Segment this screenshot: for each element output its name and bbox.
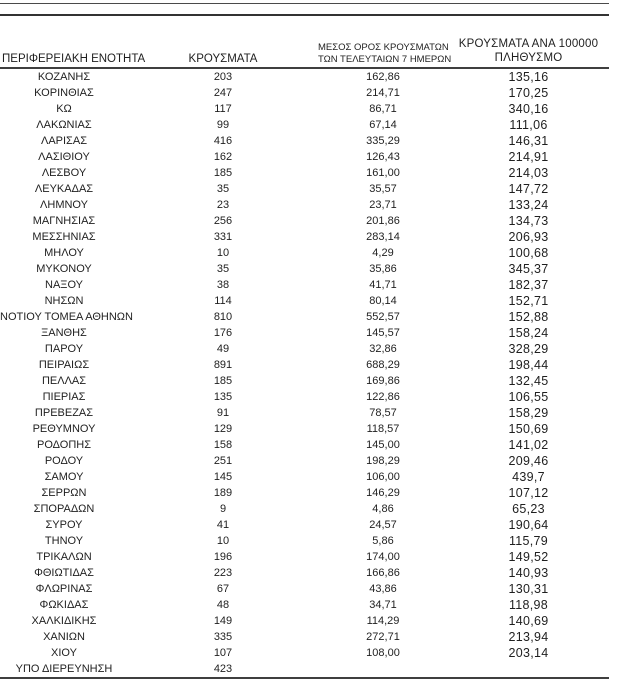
cell-per-100k: 214,91 [508,150,549,164]
cell-avg-7d: 80,14 [369,295,397,307]
table-row [0,469,609,485]
table-row [0,68,609,85]
header-per-100k-line2: ΠΛΗΘΥΣΜΟ [494,51,563,64]
cell-avg-7d: 86,71 [369,103,397,115]
header-regional-unit-label: ΠΕΡΙΦΕΡΕΙΑΚΗ ΕΝΟΤΗΤΑ [2,53,146,65]
cell-per-100k: 209,46 [508,454,549,468]
cell-per-100k: 118,98 [508,598,549,612]
table-header [0,38,609,68]
cell-avg-7d: 67,14 [369,119,397,131]
table-row [0,181,609,197]
cell-avg-7d: 4,29 [372,247,394,259]
cell-regional-unit: ΠΡΕΒΕΖΑΣ [34,407,94,419]
cell-cases: 48 [216,599,230,611]
cell-cases: 203 [213,71,233,83]
cell-regional-unit: ΛΑΡΙΣΑΣ [40,135,87,147]
cell-cases: 35 [216,263,230,275]
cell-regional-unit: ΜΕΣΣΗΝΙΑΣ [32,231,96,243]
table-row [0,421,609,437]
cell-per-100k: 132,45 [508,374,549,388]
cell-cases: 145 [213,471,233,483]
cell-avg-7d: 32,86 [369,343,397,355]
cell-per-100k: 328,29 [508,342,549,356]
cell-cases: 49 [216,343,230,355]
cell-per-100k: 214,03 [508,166,549,180]
table-row [0,165,609,181]
cell-per-100k: 345,37 [508,262,549,276]
table-row [0,229,609,245]
cell-cases: 117 [214,103,232,115]
cell-avg-7d: 43,86 [369,583,397,595]
cell-regional-unit: ΠΕΙΡΑΙΩΣ [38,359,90,371]
cell-per-100k: 158,24 [508,326,549,340]
cell-cases: 10 [216,247,230,259]
header-cases [128,38,318,68]
cell-regional-unit: ΚΟΖΑΝΗΣ [37,71,91,83]
table-row [0,629,609,645]
table-row [0,453,609,469]
cell-regional-unit: ΝΗΣΩΝ [44,295,84,307]
cell-avg-7d: 41,71 [369,279,397,291]
header-per-100k [448,38,609,68]
cell-avg-7d: 23,71 [369,199,397,211]
cell-regional-unit: ΦΩΚΙΔΑΣ [39,599,89,611]
cell-regional-unit: ΡΕΘΥΜΝΟΥ [32,423,96,435]
cell-per-100k: 146,31 [508,134,549,148]
cell-regional-unit: ΛΑΚΩΝΙΑΣ [36,119,92,131]
table-row [0,437,609,453]
cell-cases: 162 [213,151,233,163]
cell-avg-7d: 688,29 [366,359,400,371]
cell-regional-unit: ΛΗΜΝΟΥ [40,199,88,211]
cell-regional-unit: ΛΕΣΒΟΥ [41,167,87,179]
cell-avg-7d: 145,00 [366,439,400,451]
table-row [0,517,609,533]
cell-per-100k: 100,68 [508,246,549,260]
table-row [0,389,609,405]
cell-cases: 158 [213,439,233,451]
cell-per-100k: 150,69 [508,422,549,436]
cell-regional-unit: ΧΑΝΙΩΝ [43,631,85,643]
cell-per-100k: 133,24 [508,198,549,212]
cell-cases: 251 [213,455,233,467]
cell-regional-unit: ΤΡΙΚΑΛΩΝ [36,551,92,563]
table-row [0,197,609,213]
cell-avg-7d: 146,29 [366,487,400,499]
cell-regional-unit: ΜΑΓΝΗΣΙΑΣ [32,215,96,227]
cell-per-100k: 170,25 [508,86,549,100]
cell-cases: 416 [213,135,233,147]
cell-per-100k: 140,69 [508,614,549,628]
cell-per-100k: 134,73 [508,214,549,228]
cell-cases: 335 [213,631,233,643]
cell-avg-7d: 118,57 [366,423,400,435]
cell-avg-7d: 201,86 [366,215,400,227]
cell-avg-7d: 24,57 [369,519,397,531]
cell-regional-unit: ΡΟΔΟΠΗΣ [36,439,92,451]
cell-regional-unit: ΞΑΝΘΗΣ [41,327,87,339]
cell-avg-7d: 78,57 [369,407,397,419]
cell-per-100k: 340,16 [508,102,549,116]
cell-avg-7d: 198,29 [366,455,400,467]
cell-regional-unit: ΜΥΚΟΝΟΥ [36,263,92,275]
cell-per-100k: 115,79 [508,534,549,548]
cell-per-100k: 135,16 [508,70,549,84]
cell-cases: 176 [213,327,233,339]
table-row [0,613,609,629]
cell-avg-7d: 552,57 [366,311,400,323]
cell-avg-7d: 5,86 [372,535,394,547]
cell-cases: 129 [213,423,233,435]
cell-cases: 196 [213,551,233,563]
cell-avg-7d: 122,86 [366,391,400,403]
cell-avg-7d [318,661,448,678]
table-row [0,213,609,229]
cell-cases: 149 [213,615,233,627]
table-row [0,101,609,117]
table-row [0,293,609,309]
cell-regional-unit: ΛΑΣΙΘΙΟΥ [38,151,90,163]
cell-cases: 891 [213,359,233,371]
table-row [0,565,609,581]
cell-avg-7d: 174,00 [366,551,400,563]
cell-per-100k: 213,94 [508,630,549,644]
table-row [0,245,609,261]
table-row [0,309,609,325]
cell-per-100k: 152,71 [508,294,549,308]
cell-cases: 9 [219,503,227,515]
cell-cases: 331 [213,231,233,243]
table-body [0,68,609,678]
cell-cases: 99 [216,119,230,131]
cell-avg-7d: 162,86 [366,71,400,83]
cell-regional-unit: ΛΕΥΚΑΔΑΣ [34,183,94,195]
cell-per-100k: 203,14 [508,646,549,660]
cell-avg-7d: 126,43 [366,151,400,163]
header-regional-unit [0,38,146,68]
table-row [0,549,609,565]
cell-per-100k: 147,72 [508,182,549,196]
cell-avg-7d: 35,86 [369,263,397,275]
cell-regional-unit: ΡΟΔΟΥ [44,455,84,467]
cell-regional-unit: ΝΑΞΟΥ [45,279,83,291]
cell-cases: 185 [213,375,233,387]
cell-regional-unit: ΚΟΡΙΝΘΙΑΣ [34,87,94,99]
cell-avg-7d: 4,86 [372,503,394,515]
cell-per-100k: 190,64 [508,518,549,532]
cell-regional-unit: ΧΑΛΚΙΔΙΚΗΣ [31,615,97,627]
cell-regional-unit: ΝΟΤΙΟΥ ΤΟΜΕΑ ΑΘΗΝΩΝ [0,311,133,323]
cell-cases: 10 [216,535,230,547]
table-row [0,645,609,661]
table-row [0,485,609,501]
table-row [0,501,609,517]
cell-per-100k: 111,06 [509,118,548,132]
cell-cases: 247 [213,87,233,99]
header-cases-label: ΚΡΟΥΣΜΑΤΑ [188,53,258,65]
table-row [0,117,609,133]
cell-regional-unit: ΥΠΟ ΔΙΕΡΕΥΝΗΣΗ [15,663,113,675]
cell-per-100k: 198,44 [508,358,549,372]
cell-per-100k: 206,93 [508,230,549,244]
header-avg-7d-line2: ΤΩΝ ΤΕΛΕΥΤΑΙΩΝ 7 ΗΜΕΡΩΝ [318,53,452,65]
cell-avg-7d: 35,57 [369,183,397,195]
cell-regional-unit: ΠΕΛΛΑΣ [41,375,87,387]
cell-cases: 185 [213,167,233,179]
header-avg-7d-line1: ΜΕΣΟΣ ΟΡΟΣ ΚΡΟΥΣΜΑΤΩΝ [318,42,449,53]
cell-avg-7d: 272,71 [366,631,400,643]
regional-cases-table [0,38,609,679]
header-avg-7d [318,38,452,68]
table-row [0,133,609,149]
cell-avg-7d: 108,00 [366,647,400,659]
cell-per-100k: 130,31 [508,582,549,596]
cell-cases: 423 [213,663,233,675]
cell-regional-unit: ΦΘΙΩΤΙΔΑΣ [34,567,94,579]
cell-per-100k: 152,88 [508,310,549,324]
cell-cases: 256 [213,215,233,227]
cell-cases: 91 [216,407,230,419]
cell-cases: 135 [213,391,233,403]
cell-per-100k: 439,7 [512,470,545,484]
cell-regional-unit: ΦΛΩΡΙΝΑΣ [35,583,93,595]
cell-avg-7d: 166,86 [366,567,400,579]
cell-cases: 810 [213,311,233,323]
top-rule-thin [0,3,609,4]
cell-regional-unit: ΣΠΟΡΑΔΩΝ [33,503,95,515]
cell-avg-7d: 169,86 [366,375,400,387]
cell-regional-unit: ΠΙΕΡΙΑΣ [42,391,86,403]
table-row [0,277,609,293]
table-row [0,85,609,101]
cell-cases: 35 [216,183,230,195]
header-per-100k-line1: ΚΡΟΥΣΜΑΤΑ ΑΝΑ 100000 [458,38,599,50]
cell-cases: 67 [216,583,230,595]
cell-regional-unit: ΧΙΟΥ [51,647,77,659]
table-row [0,533,609,549]
cell-regional-unit: ΣΕΡΡΩΝ [41,487,87,499]
cell-cases: 189 [213,487,233,499]
table-row [0,581,609,597]
top-rule-thick [0,14,609,16]
cell-regional-unit: ΜΗΛΟΥ [44,247,84,259]
cell-avg-7d: 161,00 [366,167,400,179]
table-row [0,597,609,613]
table-row [0,149,609,165]
cell-avg-7d: 114,29 [366,615,400,627]
cell-regional-unit: ΣΥΡΟΥ [45,519,83,531]
table-row [0,405,609,421]
cell-cases: 41 [216,519,230,531]
cell-per-100k: 106,55 [508,390,549,404]
cell-regional-unit: ΚΩ [56,103,72,115]
cell-per-100k [448,661,609,678]
cell-per-100k: 182,37 [508,278,549,292]
cell-cases: 23 [216,199,230,211]
table-row [0,357,609,373]
cell-avg-7d: 214,71 [366,87,400,99]
cell-cases: 114 [214,295,232,307]
cell-regional-unit: ΣΑΜΟΥ [44,471,84,483]
table-row [0,341,609,357]
table-row [0,661,609,678]
cell-avg-7d: 283,14 [366,231,400,243]
table-row [0,261,609,277]
cell-avg-7d: 34,71 [369,599,397,611]
cell-regional-unit: ΤΗΝΟΥ [44,535,84,547]
cell-avg-7d: 106,00 [366,471,400,483]
table-row [0,373,609,389]
table-row [0,325,609,341]
cell-avg-7d: 145,57 [366,327,400,339]
cell-per-100k: 141,02 [508,438,549,452]
cell-cases: 223 [213,567,233,579]
cell-cases: 107 [213,647,233,659]
cell-per-100k: 158,29 [508,406,549,420]
cell-per-100k: 107,12 [508,486,549,500]
cell-regional-unit: ΠΑΡΟΥ [44,343,84,355]
cell-per-100k: 140,93 [508,566,549,580]
header-row [0,38,609,68]
cell-per-100k: 149,52 [508,550,549,564]
cell-per-100k: 65,23 [512,502,545,516]
cell-avg-7d: 335,29 [366,135,400,147]
cell-cases: 38 [216,279,230,291]
